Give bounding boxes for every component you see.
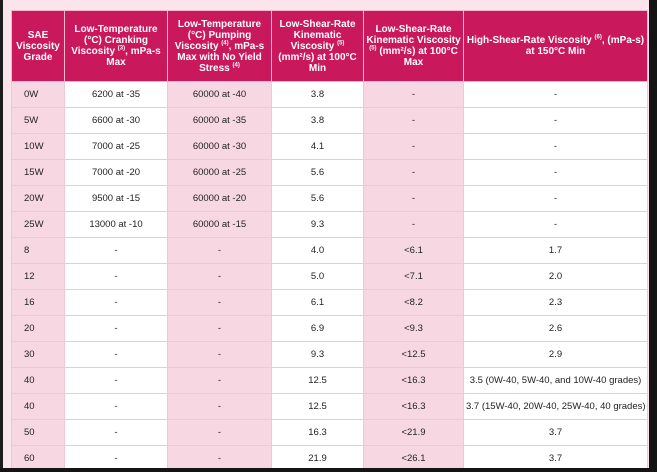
table-cell: <21.9 (364, 420, 464, 446)
table-cell: - (168, 290, 272, 316)
table-cell: - (168, 238, 272, 264)
table-row (12, 264, 648, 290)
table-cell: - (65, 264, 168, 290)
table-cell: 3.7 (464, 446, 648, 472)
header-row (12, 11, 648, 82)
table-cell: 50 (12, 420, 65, 446)
table-row (12, 420, 648, 446)
table-cell: 5.6 (272, 160, 364, 186)
table-cell: 3.8 (272, 82, 364, 108)
table-cell: - (464, 82, 648, 108)
table-cell: - (464, 134, 648, 160)
table-cell: 3.7 (464, 420, 648, 446)
table-row (12, 342, 648, 368)
sae-viscosity-table (11, 10, 648, 472)
table-cell: 6.1 (272, 290, 364, 316)
table-cell: - (168, 420, 272, 446)
table-cell: - (464, 212, 648, 238)
table-cell: - (364, 160, 464, 186)
table-row (12, 134, 648, 160)
table-frame (3, 0, 649, 468)
table-cell: 10W (12, 134, 65, 160)
table-cell: 9500 at -15 (65, 186, 168, 212)
table-cell: 2.0 (464, 264, 648, 290)
table-row (12, 290, 648, 316)
table-cell: <8.2 (364, 290, 464, 316)
table-cell: 2.9 (464, 342, 648, 368)
table-cell: 1.7 (464, 238, 648, 264)
table-cell: <12.5 (364, 342, 464, 368)
table-cell: <9.3 (364, 316, 464, 342)
table-cell: 60000 at -35 (168, 108, 272, 134)
table-cell: 5W (12, 108, 65, 134)
table-cell: 40 (12, 368, 65, 394)
table-cell: 3.8 (272, 108, 364, 134)
table-cell: 60000 at -25 (168, 160, 272, 186)
table-cell: - (65, 290, 168, 316)
table-cell: 40 (12, 394, 65, 420)
table-cell: - (364, 134, 464, 160)
table-cell: 5.6 (272, 186, 364, 212)
table-cell: - (65, 342, 168, 368)
header-cranking-viscosity: Low-Temperature (°C) Cranking Viscosity $^{(3)}$, mPa-s Max (65, 11, 168, 82)
table-cell: - (65, 368, 168, 394)
table-cell: 16 (12, 290, 65, 316)
table-cell: 7000 at -20 (65, 160, 168, 186)
table-cell: <7.1 (364, 264, 464, 290)
table-row (12, 238, 648, 264)
table-cell: 60000 at -15 (168, 212, 272, 238)
table-cell: - (464, 186, 648, 212)
table-cell: 4.1 (272, 134, 364, 160)
table-cell: - (65, 316, 168, 342)
table-cell: - (364, 108, 464, 134)
table-cell: 60000 at -20 (168, 186, 272, 212)
table-cell: <16.3 (364, 394, 464, 420)
table-row (12, 212, 648, 238)
table-cell: - (168, 342, 272, 368)
table-cell: - (464, 160, 648, 186)
table-row (12, 368, 648, 394)
table-cell: <26.1 (364, 446, 464, 472)
table-cell: 20 (12, 316, 65, 342)
header-high-shear-viscosity: High-Shear-Rate Viscosity $^{(6)}$, (mPa-s) at 150°C Min (464, 11, 648, 82)
header-kinematic-max: Low-Shear-Rate Kinematic Viscosity $^{(5)}$ (mm²/s) at 100°C Max (364, 11, 464, 82)
table-cell: 60 (12, 446, 65, 472)
table-cell: 5.0 (272, 264, 364, 290)
table-cell: 9.3 (272, 342, 364, 368)
table-cell: 16.3 (272, 420, 364, 446)
table-row (12, 186, 648, 212)
table-cell: 2.3 (464, 290, 648, 316)
table-cell: 20W (12, 186, 65, 212)
table-cell: 7000 at -25 (65, 134, 168, 160)
table-cell: 21.9 (272, 446, 364, 472)
table-row (12, 394, 648, 420)
table-cell: 6600 at -30 (65, 108, 168, 134)
table-cell: 15W (12, 160, 65, 186)
table-cell: 60000 at -30 (168, 134, 272, 160)
table-cell: - (168, 316, 272, 342)
table-cell: 13000 at -10 (65, 212, 168, 238)
table-cell: 12 (12, 264, 65, 290)
table-cell: 3.7 (15W-40, 20W-40, 25W-40, 40 grades) (464, 394, 648, 420)
table-cell: 12.5 (272, 368, 364, 394)
table-cell: 60000 at -40 (168, 82, 272, 108)
table-cell: - (168, 394, 272, 420)
table-cell: 30 (12, 342, 65, 368)
window-edge-right (649, 0, 657, 472)
header-pumping-viscosity: Low-Temperature (°C) Pumping Viscosity $^{(4)}$, mPa-s Max with No Yield Stress $^{(4)}$ (168, 11, 272, 82)
table-cell: <16.3 (364, 368, 464, 394)
table-cell: - (168, 264, 272, 290)
table-cell: - (364, 212, 464, 238)
table-cell: 8 (12, 238, 65, 264)
table-cell: - (168, 368, 272, 394)
table-cell: - (364, 186, 464, 212)
table-cell: - (65, 394, 168, 420)
table-cell: 2.6 (464, 316, 648, 342)
table-row (12, 160, 648, 186)
table-cell: 25W (12, 212, 65, 238)
table-row (12, 82, 648, 108)
table-cell: - (168, 446, 272, 472)
table-cell: - (65, 446, 168, 472)
header-sae-grade: SAE Viscosity Grade (12, 11, 65, 82)
table-cell: 6.9 (272, 316, 364, 342)
table-row (12, 108, 648, 134)
table-cell: - (364, 82, 464, 108)
table-cell: 0W (12, 82, 65, 108)
window-edge-bottom (0, 468, 657, 472)
table-cell: 12.5 (272, 394, 364, 420)
table-cell: - (464, 108, 648, 134)
table-cell: - (65, 238, 168, 264)
table-cell: 4.0 (272, 238, 364, 264)
table-row (12, 316, 648, 342)
table-body (12, 82, 648, 472)
header-kinematic-min: Low-Shear-Rate Kinematic Viscosity $^{(5)}$ (mm²/s) at 100°C Min (272, 11, 364, 82)
table-cell: 3.5 (0W-40, 5W-40, and 10W-40 grades) (464, 368, 648, 394)
table-cell: 9.3 (272, 212, 364, 238)
table-cell: 6200 at -35 (65, 82, 168, 108)
table-cell: <6.1 (364, 238, 464, 264)
table-cell: - (65, 420, 168, 446)
